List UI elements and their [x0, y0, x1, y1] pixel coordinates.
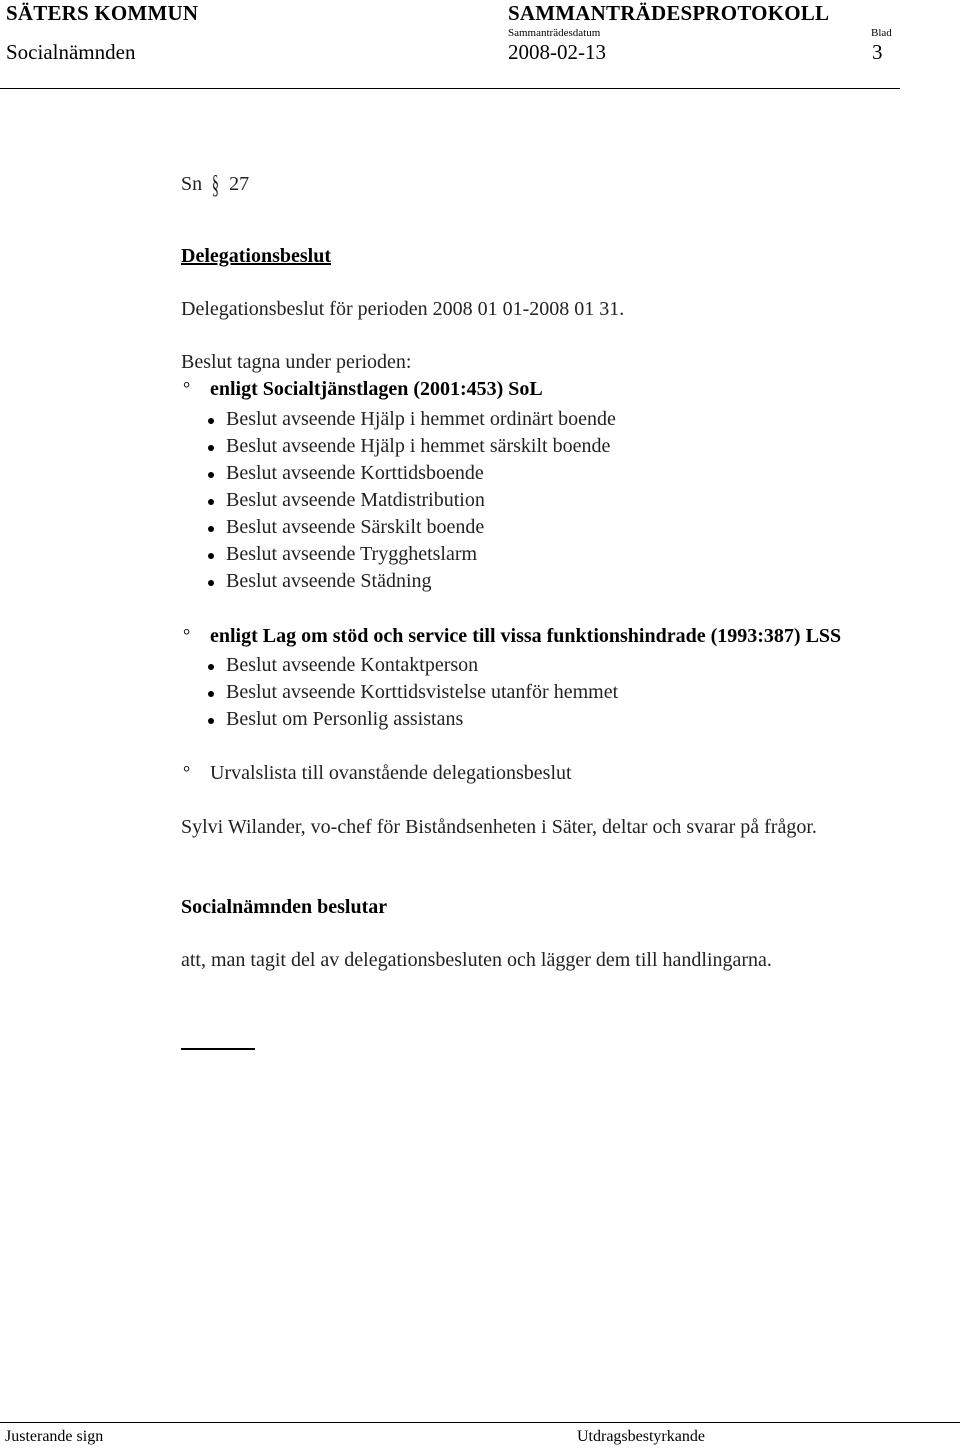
list-item: Beslut avseende Korttidsboende — [226, 462, 484, 484]
footer-right-label: Utdragsbestyrkande — [577, 1428, 705, 1445]
section-marker: ° — [183, 378, 191, 398]
decision-text: att, man tagit del av delegationsbesluten och lägger dem till handlingarna. — [181, 949, 772, 971]
bullet-icon — [208, 553, 214, 559]
list-item: Beslut avseende Hjälp i hemmet särskilt boende — [226, 435, 611, 457]
list-note-text: Urvalslista till ovanstående delegationsbeslut — [210, 762, 572, 784]
protocol-title: SAMMANTRÄDESPROTOKOLL — [508, 1, 830, 25]
bullet-icon — [208, 526, 214, 532]
list-item: Beslut avseende Städning — [226, 570, 432, 592]
paragraph-symbol: § — [212, 170, 220, 199]
bullet-icon — [208, 664, 214, 670]
section-heading-lss: enligt Lag om stöd och service till vissa funktionshindrade (1993:387) LSS — [210, 625, 842, 647]
list-item: Beslut om Personlig assistans — [226, 708, 464, 730]
intro-text: Beslut tagna under perioden: — [181, 351, 412, 373]
bullet-icon — [208, 580, 214, 586]
list-item: Beslut avseende Trygghetslarm — [226, 543, 478, 565]
committee-name: Socialnämnden — [6, 40, 136, 64]
page-label: Blad — [871, 27, 892, 39]
paragraph-value: 27 — [229, 173, 250, 195]
list-item: Beslut avseende Hjälp i hemmet ordinärt boende — [226, 408, 616, 430]
paragraph-number — [181, 170, 249, 200]
bullet-icon — [208, 691, 214, 697]
page-title: Delegationsbeslut — [181, 245, 331, 267]
paragraph-prefix: Sn — [181, 173, 203, 195]
section-heading-sol: enligt Socialtjänstlagen (2001:453) SoL — [210, 378, 543, 400]
bullet-icon — [208, 418, 214, 424]
meeting-date: 2008-02-13 — [508, 40, 606, 64]
bullet-icon — [208, 499, 214, 505]
municipality-name: SÄTERS KOMMUN — [6, 1, 199, 25]
list-item: Beslut avseende Kontaktperson — [226, 654, 479, 676]
period-text: Delegationsbeslut för perioden 2008 01 01-2008 01 31. — [181, 298, 625, 320]
list-item: Beslut avseende Särskilt boende — [226, 516, 485, 538]
footer-rule — [0, 1422, 960, 1423]
bullet-icon — [208, 472, 214, 478]
header-rule — [0, 88, 900, 89]
decision-heading: Socialnämnden beslutar — [181, 896, 388, 918]
date-label: Sammanträdesdatum — [508, 27, 601, 39]
bullet-icon — [208, 445, 214, 451]
list-item: Beslut avseende Korttidsvistelse utanför hemmet — [226, 681, 619, 703]
list-item: Beslut avseende Matdistribution — [226, 489, 485, 511]
bullet-icon — [208, 718, 214, 724]
footer-left-label: Justerande sign — [5, 1428, 104, 1445]
page-number: 3 — [872, 40, 883, 64]
section-marker: ° — [183, 625, 191, 645]
attendance-text: Sylvi Wilander, vo-chef för Biståndsenheten i Säter, deltar och svarar på frågor. — [181, 816, 817, 838]
list-note-marker: ° — [183, 762, 191, 782]
closing-rule — [181, 1048, 255, 1050]
